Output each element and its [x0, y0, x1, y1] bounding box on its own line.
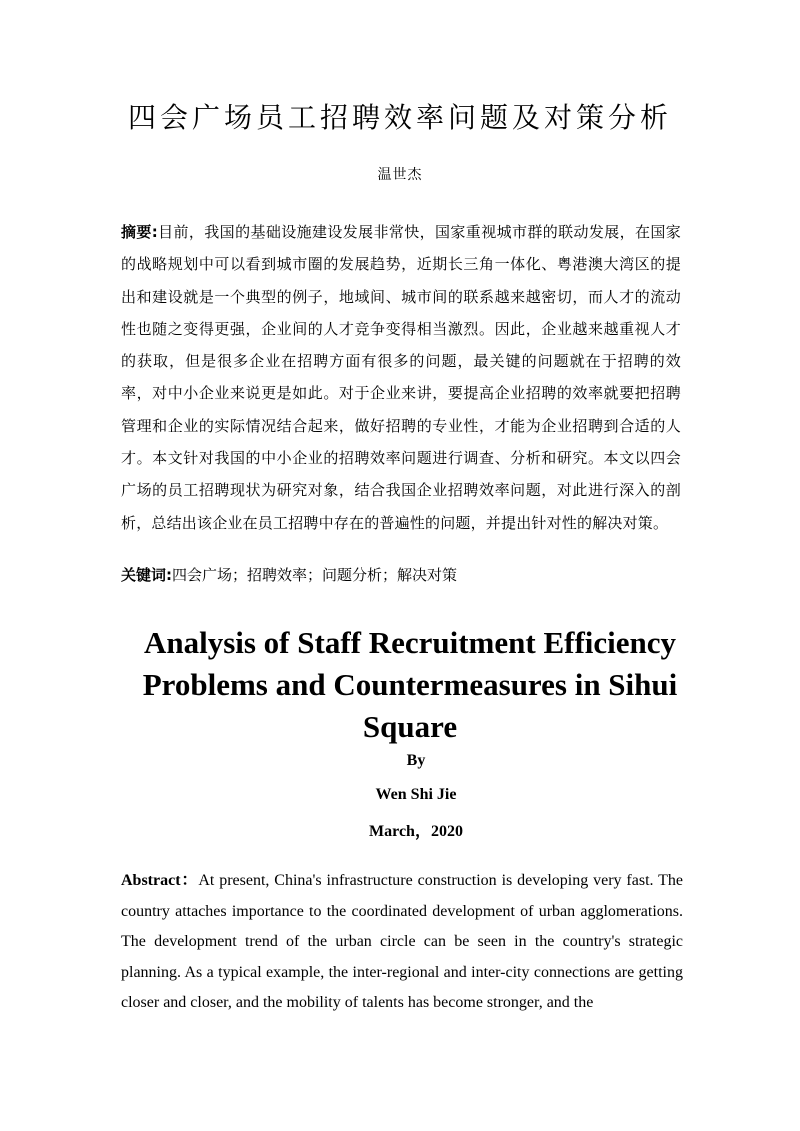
english-abstract: [121, 866, 683, 1019]
chinese-title: 四会广场员工招聘效率问题及对策分析: [127, 101, 672, 134]
chinese-abstract-label: 摘要:: [121, 223, 158, 241]
english-date: March，2020: [369, 823, 463, 840]
english-by-line: By: [406, 752, 426, 769]
chinese-abstract: [121, 216, 681, 539]
chinese-abstract-text: 目前，我国的基础设施建设发展非常快，国家重视城市群的联动发展，在国家的战略规划中可以看到城市圈的发展趋势，近期长三角一体化、粤港澳大湾区的提出和建设就是一个典型的例子，地域间、城市间的联系越来越密切，而人才的流动性也随之变得更强，企业间的人才竞争变得相当激烈。因此，企业越来越重视人才的获取，但是很多企业在招聘方面有很多的问题，最关键的问题就在于招聘的效率，对中小企业来说更是如此。对于企业来讲，要提高企业招聘的效率就要把招聘管理和企业的实际情况结合起来，做好招聘的专业性，才能为企业招聘到合适的人才。本文针对我国的中小企业的招聘效率问题进行调查、分析和研究。本文以四会广场的员工招聘现状为研究对象，结合我国企业招聘效率问题，对此进行深入的剖析，总结出该企业在员工招聘中存在的普遍性的问题，并提出针对性的解决对策。: [121, 223, 681, 532]
chinese-keywords-label: 关键词:: [121, 566, 172, 584]
chinese-keywords-text: 四会广场；招聘效率；问题分析；解决对策: [172, 566, 458, 584]
english-abstract-label: Abstract：: [121, 872, 199, 889]
english-author: Wen Shi Jie: [375, 786, 457, 803]
chinese-keywords: [121, 563, 681, 587]
english-abstract-text: At present, China's infrastructure construction is developing very fast. The country attaches importance to the coordinated development of urban agglomerations. The development trend of the urban circle can be seen in the country's strategic planning. As a typical example, the inter-regional and inter-city connections are getting closer and closer, and the mobility of talents has become stronger, and the: [121, 872, 684, 1011]
chinese-author: 温世杰: [377, 167, 423, 183]
english-title: Analysis of Staff Recruitment Efficiency Problems and Countermeasures in Sihui Square: [142, 625, 678, 744]
